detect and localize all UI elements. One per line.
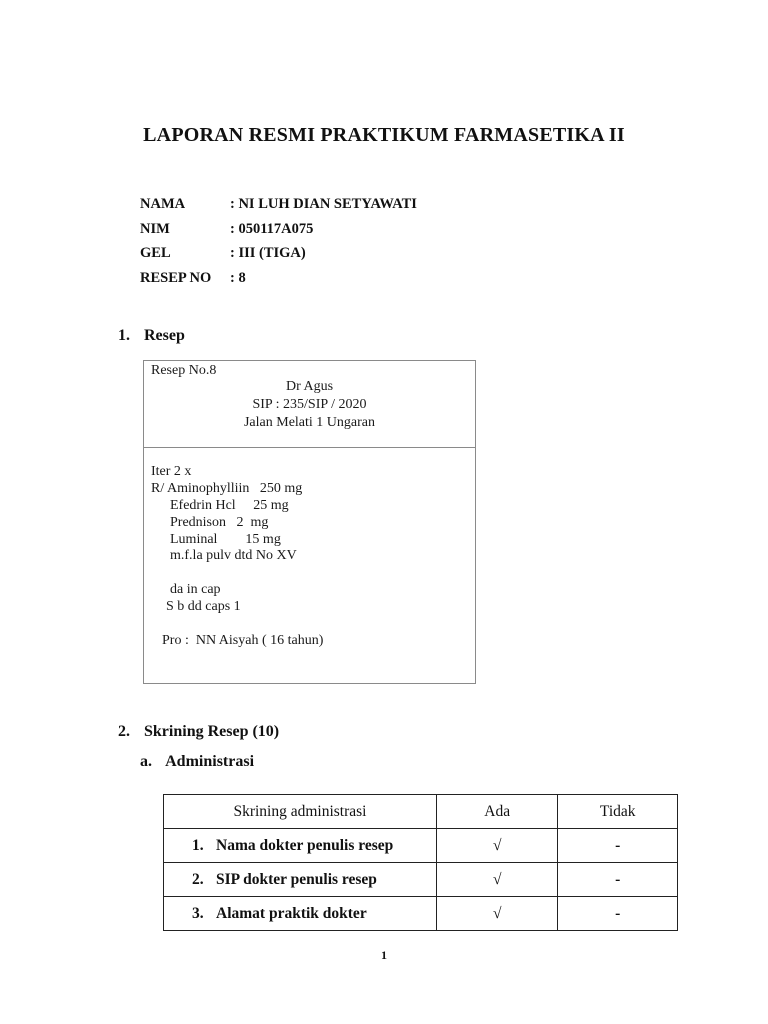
subsection-title: Administrasi bbox=[165, 753, 255, 770]
column-header: Skrining administrasi bbox=[164, 795, 437, 829]
prescription-address: Jalan Melati 1 Ungaran bbox=[243, 415, 375, 430]
table-header-row bbox=[164, 795, 678, 829]
criterion-text: Alamat praktik dokter bbox=[216, 904, 367, 922]
info-label: NIM bbox=[140, 220, 170, 237]
table-row bbox=[164, 897, 678, 931]
column-header: Ada bbox=[436, 795, 557, 829]
page-number: 1 bbox=[381, 948, 387, 962]
info-label: RESEP NO bbox=[140, 269, 212, 286]
prescription-line: Prednison 2 mg bbox=[170, 515, 269, 530]
table-row bbox=[164, 863, 678, 897]
prescription-box bbox=[143, 360, 476, 684]
row-number: 3. bbox=[192, 904, 204, 922]
screening-table bbox=[163, 794, 678, 931]
info-label: GEL bbox=[140, 245, 171, 261]
check-mark: √ bbox=[436, 897, 557, 931]
dash-mark: - bbox=[558, 829, 678, 863]
info-value: : 8 bbox=[230, 269, 246, 286]
prescription-line: S b dd caps 1 bbox=[166, 599, 241, 614]
row-number: 2. bbox=[192, 870, 204, 888]
prescription-line: Efedrin Hcl 25 mg bbox=[170, 498, 289, 513]
section-title: Skrining Resep (10) bbox=[144, 723, 280, 740]
info-row-resep-no bbox=[140, 270, 417, 295]
document-title: LAPORAN RESMI PRAKTIKUM FARMASETIKA II bbox=[143, 124, 625, 146]
prescription-line: da in cap bbox=[170, 582, 221, 597]
subsection-letter: a. bbox=[140, 753, 152, 770]
column-header: Tidak bbox=[558, 795, 678, 829]
dash-mark: - bbox=[558, 897, 678, 931]
criterion-cell bbox=[164, 897, 437, 931]
info-value: : III (TIGA) bbox=[230, 245, 306, 261]
student-info bbox=[140, 196, 417, 294]
prescription-doctor: Dr Agus bbox=[285, 379, 334, 394]
info-value: : NI LUH DIAN SETYAWATI bbox=[230, 196, 417, 212]
table-row bbox=[164, 829, 678, 863]
criterion-text: Nama dokter penulis resep bbox=[216, 836, 394, 854]
row-number: 1. bbox=[192, 836, 204, 854]
info-label: NAMA bbox=[140, 196, 186, 212]
prescription-iter: Iter 2 x bbox=[151, 464, 192, 479]
prescription-line: m.f.la pulv dtd No XV bbox=[170, 548, 297, 563]
section-resep-heading bbox=[118, 327, 185, 345]
prescription-label: Resep No.8 bbox=[151, 363, 217, 378]
info-value: : 050117A075 bbox=[230, 220, 314, 237]
section-number: 2. bbox=[118, 723, 130, 740]
info-row-nim bbox=[140, 221, 417, 246]
prescription-patient: Pro : NN Aisyah ( 16 tahun) bbox=[162, 633, 324, 648]
prescription-line: Luminal 15 mg bbox=[170, 532, 281, 547]
dash-mark: - bbox=[558, 863, 678, 897]
info-row-nama bbox=[140, 196, 417, 221]
subsection-administrasi-heading bbox=[140, 753, 254, 771]
prescription-line: R/ Aminophylliin 250 mg bbox=[151, 481, 303, 496]
prescription-sip: SIP : 235/SIP / 2020 bbox=[252, 397, 367, 412]
section-title: Resep bbox=[144, 327, 185, 344]
section-number: 1. bbox=[118, 327, 130, 344]
criterion-cell bbox=[164, 863, 437, 897]
info-row-gel bbox=[140, 245, 417, 270]
section-skrining-heading bbox=[118, 723, 279, 741]
criterion-text: SIP dokter penulis resep bbox=[216, 870, 377, 888]
check-mark: √ bbox=[436, 829, 557, 863]
prescription-header bbox=[144, 361, 475, 448]
check-mark: √ bbox=[436, 863, 557, 897]
criterion-cell bbox=[164, 829, 437, 863]
